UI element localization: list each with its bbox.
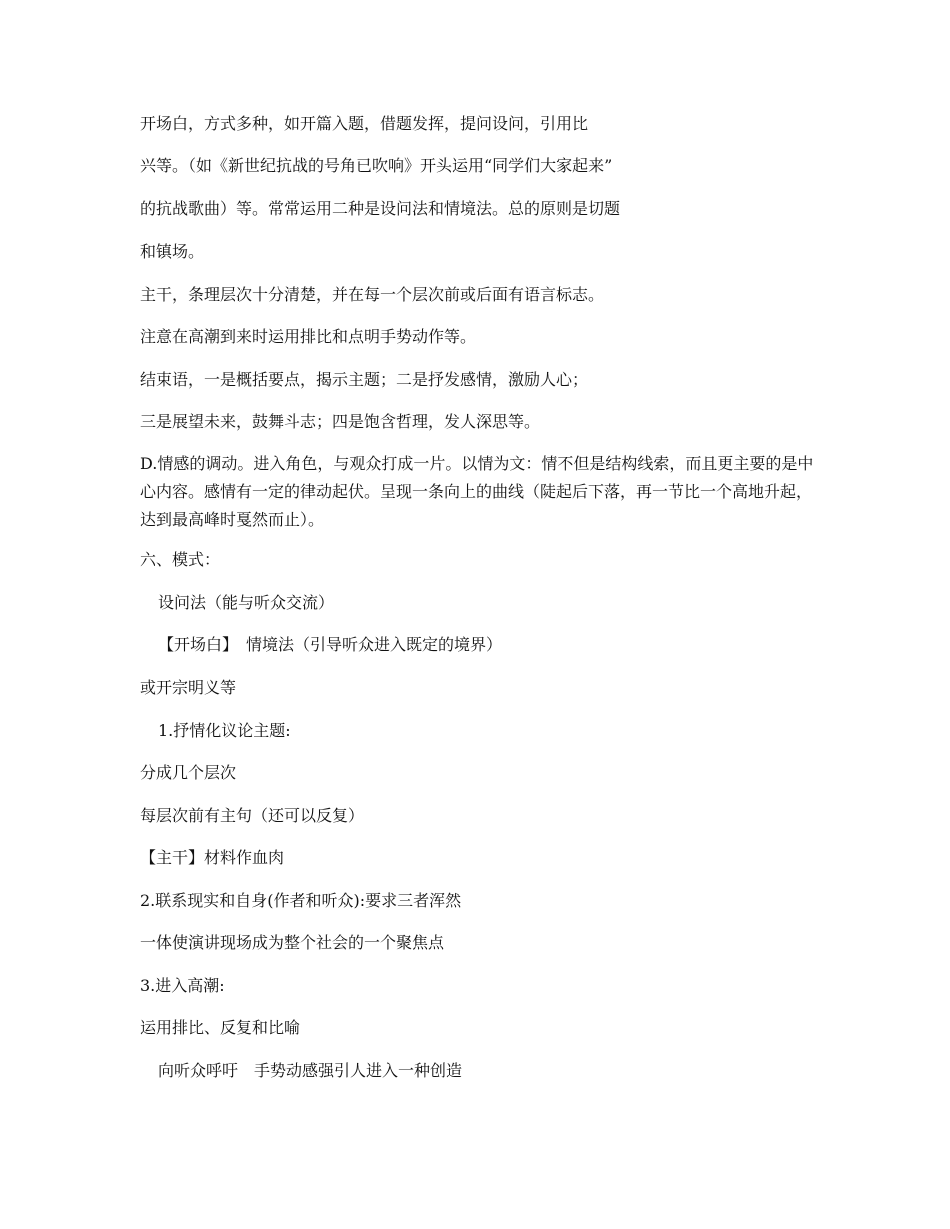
text-line: 兴等。（如《新世纪抗战的号角已吹响》开头运用“同学们大家起来” bbox=[140, 156, 613, 175]
text-line: 向听众呼吁 手势动感强引人进入一种创造 bbox=[158, 1061, 463, 1080]
paragraph-d: D.情感的调动。进入角色，与观众打成一片。以情为文：情不但是结构线索，而且更主要的是中心内容。感情有一定的律动起伏。呈现一条向上的曲线（陡起后下落，再一节比一个高地升起，达到最高峰时戛然而止）。 bbox=[140, 454, 814, 529]
text-line: 三是展望未来，鼓舞斗志；四是饱含哲理，发人深思等。 bbox=[140, 412, 541, 431]
text-line: 运用排比、反复和比喻 bbox=[140, 1018, 301, 1037]
text-line: 注意在高潮到来时运用排比和点明手势动作等。 bbox=[140, 327, 477, 346]
text-line: 开场白，方式多种，如开篇入题，借题发挥，提问设问，引用比 bbox=[140, 114, 589, 133]
text-line: 【主干】材料作血肉 bbox=[140, 848, 285, 867]
section-heading: 六、模式： bbox=[140, 550, 221, 569]
text-line: 3.进入高潮: bbox=[140, 976, 225, 995]
text-line: 或开宗明义等 bbox=[140, 678, 237, 697]
text-line: 1.抒情化议论主题: bbox=[158, 721, 291, 740]
text-line: 分成几个层次 bbox=[140, 763, 237, 782]
text-line: 【开场白】 情境法（引导听众进入既定的境界） bbox=[158, 635, 503, 654]
text-line: 设问法（能与听众交流） bbox=[158, 593, 335, 612]
text-line: 2.联系现实和自身(作者和听众):要求三者浑然 bbox=[140, 891, 462, 910]
text-line: 和镇场。 bbox=[140, 242, 205, 261]
text-line: 每层次前有主句（还可以反复） bbox=[140, 806, 365, 825]
text-line: 主干，条理层次十分清楚，并在每一个层次前或后面有语言标志。 bbox=[140, 285, 605, 304]
text-line: 一体使演讲现场成为整个社会的一个聚焦点 bbox=[140, 933, 445, 952]
text-line: 结束语，一是概括要点，揭示主题；二是抒发感情，激励人心； bbox=[140, 370, 589, 389]
text-line: 的抗战歌曲）等。常常运用二种是设问法和情境法。总的原则是切题 bbox=[140, 199, 621, 218]
